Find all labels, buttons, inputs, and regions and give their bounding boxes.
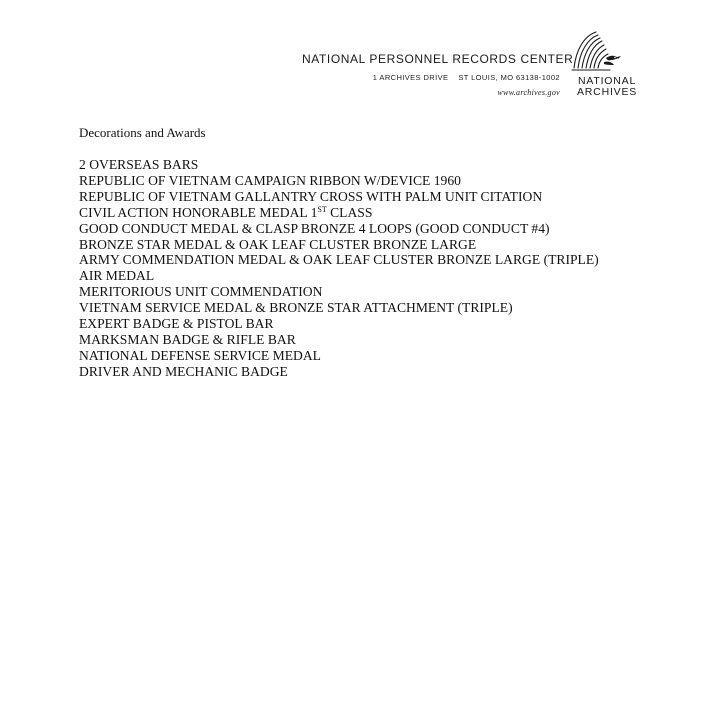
ordinal-superscript: ST (317, 204, 327, 214)
section-heading: Decorations and Awards (79, 125, 206, 140)
award-item: REPUBLIC OF VIETNAM GALLANTRY CROSS WITH PALM UNIT CITATION (79, 188, 543, 204)
records-center-address (373, 73, 560, 82)
address-street: 1 ARCHIVES DRIVE (372, 73, 449, 82)
award-item: EXPERT BADGE & PISTOL BAR (79, 316, 274, 332)
award-item: ARMY COMMENDATION MEDAL & OAK LEAF CLUSTER BRONZE LARGE (TRIPLE) (79, 252, 599, 268)
award-text: CLASS (326, 204, 373, 220)
wordmark-national: NATIONAL (577, 75, 637, 87)
award-item: AIR MEDAL (79, 268, 155, 284)
eagle-icon (570, 28, 622, 74)
award-item: DRIVER AND MECHANIC BADGE (79, 363, 288, 379)
award-item: BRONZE STAR MEDAL & OAK LEAF CLUSTER BRONZE LARGE (79, 236, 477, 252)
awards-list (79, 157, 599, 380)
award-item: GOOD CONDUCT MEDAL & CLASP BRONZE 4 LOOPS (GOOD CONDUCT #4) (79, 220, 550, 236)
award-item: 2 OVERSEAS BARS (79, 157, 199, 172)
letterhead (290, 28, 690, 108)
award-item: MERITORIOUS UNIT COMMENDATION (79, 284, 323, 300)
website-text: www.archives.gov (497, 88, 560, 97)
award-item: VIETNAM SERVICE MEDAL & BRONZE STAR ATTACHMENT (TRIPLE) (79, 300, 513, 316)
award-item: REPUBLIC OF VIETNAM CAMPAIGN RIBBON W/DEVICE 1960 (79, 172, 461, 188)
award-item: MARKSMAN BADGE & RIFLE BAR (79, 331, 296, 347)
award-item: NATIONAL DEFENSE SERVICE MEDAL (79, 347, 321, 363)
national-archives-wordmark (577, 76, 637, 98)
award-item (79, 205, 599, 221)
records-center-name: NATIONAL PERSONNEL RECORDS CENTER (302, 52, 574, 66)
award-text: CIVIL ACTION HONORABLE MEDAL 1 (79, 204, 318, 220)
address-city: ST LOUIS, MO 63138-1002 (458, 73, 560, 82)
wordmark-archives: ARCHIVES (577, 86, 638, 98)
